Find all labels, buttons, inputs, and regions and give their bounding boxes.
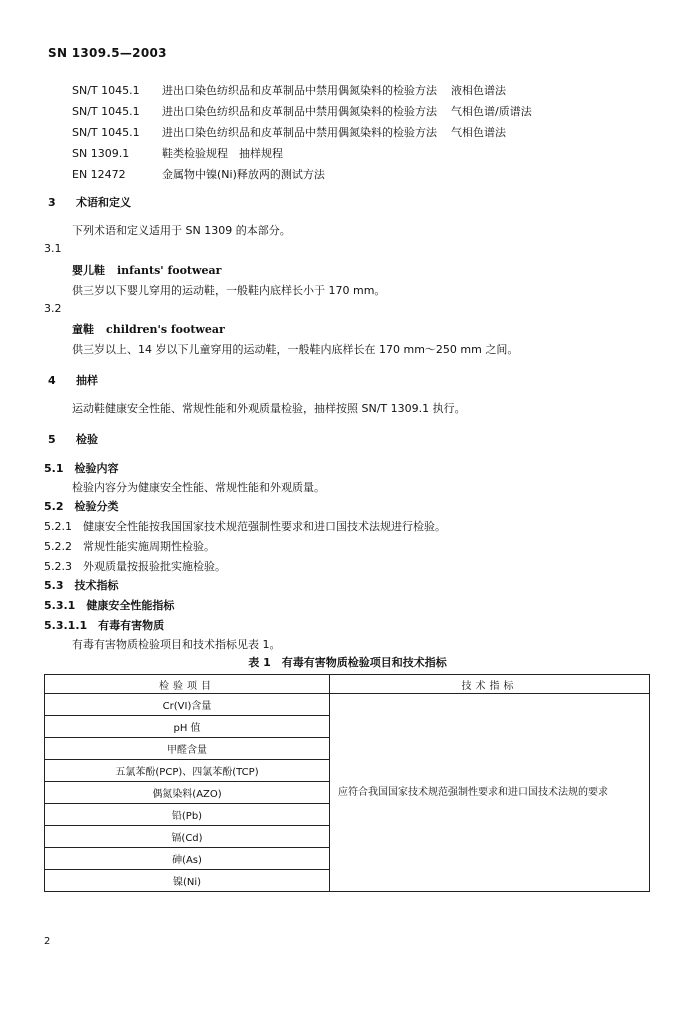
item-cell: 铅(Pb) <box>45 804 330 826</box>
reference-item <box>72 82 506 98</box>
hazard-table <box>44 674 650 892</box>
reference-item <box>72 124 506 140</box>
reference-code: SN/T 1045.1 <box>72 105 140 118</box>
term-childrens-footwear <box>72 321 225 337</box>
reference-title: 进出口染色纺织品和皮革制品中禁用偶氮染料的检验方法 <box>162 105 437 118</box>
term-cn: 婴儿鞋 <box>72 264 105 277</box>
reference-item <box>72 166 325 182</box>
section-title: 术语和定义 <box>76 196 131 209</box>
item-cell: 甲醛含量 <box>45 738 330 760</box>
term-3-1-definition: 供三岁以下婴儿穿用的运动鞋，一般鞋内底样长小于 170 mm。 <box>72 284 386 297</box>
section-5-heading <box>48 431 98 447</box>
clause-5-2-3: 5.2.3 外观质量按报验批实施检验。 <box>44 560 226 573</box>
item-cell: 五氯苯酚(PCP)、四氯苯酚(TCP) <box>45 760 330 782</box>
reference-code: SN 1309.1 <box>72 147 130 160</box>
clause-5-3-1-1-text: 有毒有害物质检验项目和技术指标见表 1。 <box>72 638 281 651</box>
reference-item <box>72 145 283 161</box>
document-header: SN 1309.5—2003 <box>48 46 167 60</box>
reference-code: SN/T 1045.1 <box>72 84 140 97</box>
section-title: 检验 <box>76 433 98 446</box>
section-3-intro: 下列术语和定义适用于 SN 1309 的本部分。 <box>72 224 291 237</box>
term-3-2-definition: 供三岁以上、14 岁以下儿童穿用的运动鞋，一般鞋内底样长在 170 mm～250 mm 之间。 <box>72 343 519 356</box>
section-number: 3 <box>48 196 56 209</box>
reference-method: 液相色谱法 <box>451 84 506 97</box>
item-cell: pH 值 <box>45 716 330 738</box>
reference-title: 进出口染色纺织品和皮革制品中禁用偶氮染料的检验方法 <box>162 84 437 97</box>
table-header-row <box>45 675 650 694</box>
clause-5-1-text: 检验内容分为健康安全性能、常规性能和外观质量。 <box>72 481 325 494</box>
section-4-text: 运动鞋健康安全性能、常规性能和外观质量检验，抽样按照 SN/T 1309.1 执行。 <box>72 402 466 415</box>
reference-item <box>72 103 532 119</box>
reference-method: 气相色谱/质谱法 <box>451 105 532 118</box>
item-cell: 偶氮染料(AZO) <box>45 782 330 804</box>
column-header-requirement: 技术指标 <box>330 675 650 694</box>
section-title: 抽样 <box>76 374 98 387</box>
reference-method: 气相色谱法 <box>451 126 506 139</box>
clause-5-2-2: 5.2.2 常规性能实施周期性检验。 <box>44 540 215 553</box>
term-en: children's footwear <box>106 323 225 336</box>
term-3-1-number: 3.1 <box>44 242 62 255</box>
term-cn: 童鞋 <box>72 323 94 336</box>
clause-5-1: 5.1 检验内容 <box>44 462 119 475</box>
clause-5-3: 5.3 技术指标 <box>44 579 119 592</box>
clause-5-3-1: 5.3.1 健康安全性能指标 <box>44 599 175 612</box>
term-en: infants' footwear <box>117 264 222 277</box>
section-number: 4 <box>48 374 56 387</box>
clause-5-2: 5.2 检验分类 <box>44 500 119 513</box>
item-cell: 镉(Cd) <box>45 826 330 848</box>
item-cell: 镍(Ni) <box>45 870 330 892</box>
requirement-cell: 应符合我国国家技术规范强制性要求和进口国技术法规的要求 <box>330 694 650 892</box>
table-row <box>45 694 650 716</box>
term-infants-footwear <box>72 262 221 278</box>
reference-title: 金属物中镍(Ni)释放两的测试方法 <box>162 168 325 181</box>
item-cell: Cr(VI)含量 <box>45 694 330 716</box>
term-3-2-number: 3.2 <box>44 302 62 315</box>
reference-code: EN 12472 <box>72 168 126 181</box>
section-4-heading <box>48 372 98 388</box>
reference-title: 进出口染色纺织品和皮革制品中禁用偶氮染料的检验方法 <box>162 126 437 139</box>
column-header-item: 检验项目 <box>45 675 330 694</box>
section-3-heading <box>48 194 131 210</box>
clause-5-2-1: 5.2.1 健康安全性能按我国国家技术规范强制性要求和进口国技术法规进行检验。 <box>44 520 446 533</box>
table-caption: 表 1 有毒有害物质检验项目和技术指标 <box>248 656 447 669</box>
clause-5-3-1-1: 5.3.1.1 有毒有害物质 <box>44 619 165 632</box>
reference-title: 鞋类检验规程 抽样规程 <box>162 147 283 160</box>
page-number: 2 <box>44 936 51 947</box>
section-number: 5 <box>48 433 56 446</box>
item-cell: 砷(As) <box>45 848 330 870</box>
reference-code: SN/T 1045.1 <box>72 126 140 139</box>
